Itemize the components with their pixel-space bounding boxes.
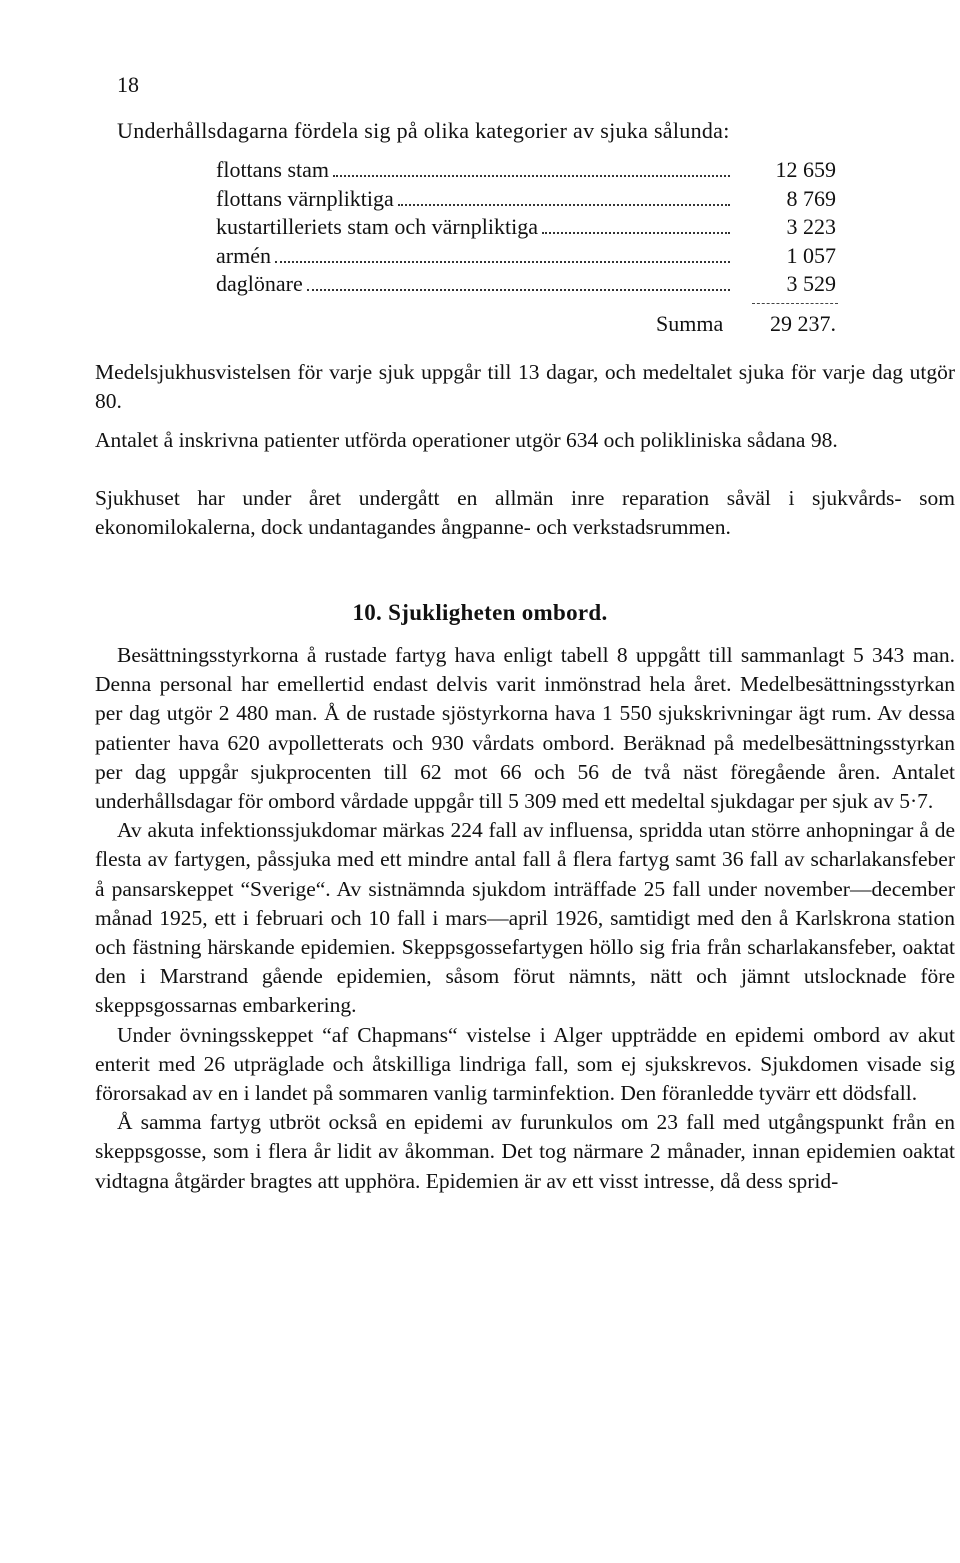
row-label: flottans värnpliktiga: [216, 185, 394, 211]
section-heading: 10. Sjukligheten ombord.: [352, 600, 608, 625]
category-table: [216, 157, 836, 300]
row-label: kustartilleriets stam och värnpliktiga: [216, 214, 538, 239]
row-value: 3 223: [786, 214, 836, 239]
dot-leader: [398, 203, 730, 206]
sum-rule: [752, 303, 838, 304]
paragraph-operations: Antalet å inskrivna patienter utförda operationer utgör 634 och polikliniska sådana 98.: [95, 428, 838, 452]
sum-row: [656, 311, 836, 337]
dot-leader: [542, 231, 730, 234]
paragraph-hospital-stay: Medelsjukhusvistelsen för varje sjuk uppgår till 13 dagar, och medeltalet sjuka för varje dag utgör 80.: [95, 360, 955, 413]
section-paragraph: Besättningsstyrkorna å rustade fartyg hava enligt tabell 8 uppgått till sammanlagt 5 343 man. Denna personal har emellertid endast delvis varit inmönstrad hela året. Medelbesättningsstyrkan per dag utgör 2 480 man. Å de rustade sjöstyrkorna hava 1 550 sjukskrivningar ägt rum. Av dessa patienter hava 620 avpolletterats och 930 vårdats ombord. Beräknad på medelbesättningsstyrkan per dag uppgår sjukprocenten till 62 mot 66 och 56 de två näst föregående åren. Antalet underhållsdagar för ombord vårdade uppgår till 5 309 med ett medeltal sjukdagar per sjuk av 5·7.: [95, 643, 955, 814]
table-row: [216, 271, 836, 300]
page-number: 18: [117, 72, 139, 97]
row-label: daglönare: [216, 271, 303, 296]
section-paragraph: Å samma fartyg utbröt också en epidemi av furunkulos om 23 fall med utgångspunkt från en skeppsgosse, som i flera år lidit av åkomman. Det tog närmare 2 månader, innan epidemien oaktat vidtagna åtgärder bragtes att upphöra. Epidemien är av ett visst intresse, då dess sprid-: [95, 1110, 955, 1193]
row-value: 8 769: [786, 185, 836, 211]
section-body: [95, 641, 955, 1196]
row-value: 3 529: [786, 271, 836, 296]
table-row: [216, 243, 836, 272]
sum-value: 29 237.: [770, 311, 836, 336]
row-label: flottans stam: [216, 157, 330, 182]
table-row: [216, 186, 836, 215]
dot-leader: [275, 260, 730, 263]
dot-leader: [307, 288, 730, 291]
table-row: [216, 157, 836, 186]
intro-line: Underhållsdagarna fördela sig på olika kategorier av sjuka sålunda:: [117, 118, 730, 143]
row-label: armén: [216, 242, 271, 268]
section-paragraph: Under övningsskeppet “af Chapmans“ vistelse i Alger uppträdde en epidemi ombord av akut enterit med 26 utpräglade och åtskilliga lindriga fall, som ej sjukskrevos. Sjukdomen visade sig förorsakad av en i landet på sommaren vanlig tarminfektion. Den föranledde tyvärr ett dödsfall.: [95, 1022, 955, 1106]
row-value: 1 057: [786, 242, 836, 268]
table-row: [216, 214, 836, 243]
sum-label: Summa: [656, 311, 724, 336]
row-value: 12 659: [775, 157, 836, 182]
section-paragraph: Av akuta infektionssjukdomar märkas 224 fall av influensa, spridda utan större anhopningar å de flesta av fartygen, påssjuka med ett mindre antal fall å flera fartyg samt 36 fall av scharlakansfeber å pansarskeppet “Sverige“. Av sistnämnda sjukdom inträffade 25 fall under november—december månad 1925, ett i februari och 10 fall i mars—april 1926, samtidigt med den å Karlskrona station och fästning härskande epidemien. Skeppsgossefartygen höllo sig fria från scharlakansfeber, oaktat den i Marstrand gående epidemien, såsom förut nämnts, nätt och jämnt utslocknade före skeppsgossarnas embarkering.: [95, 818, 955, 1018]
dot-leader: [333, 174, 730, 177]
paragraph-repairs: Sjukhuset har under året undergått en allmän inre reparation såväl i sjukvårds- som ekonomilokalerna, dock undantagandes ångpanne- och verkstadsrummen.: [95, 486, 955, 539]
